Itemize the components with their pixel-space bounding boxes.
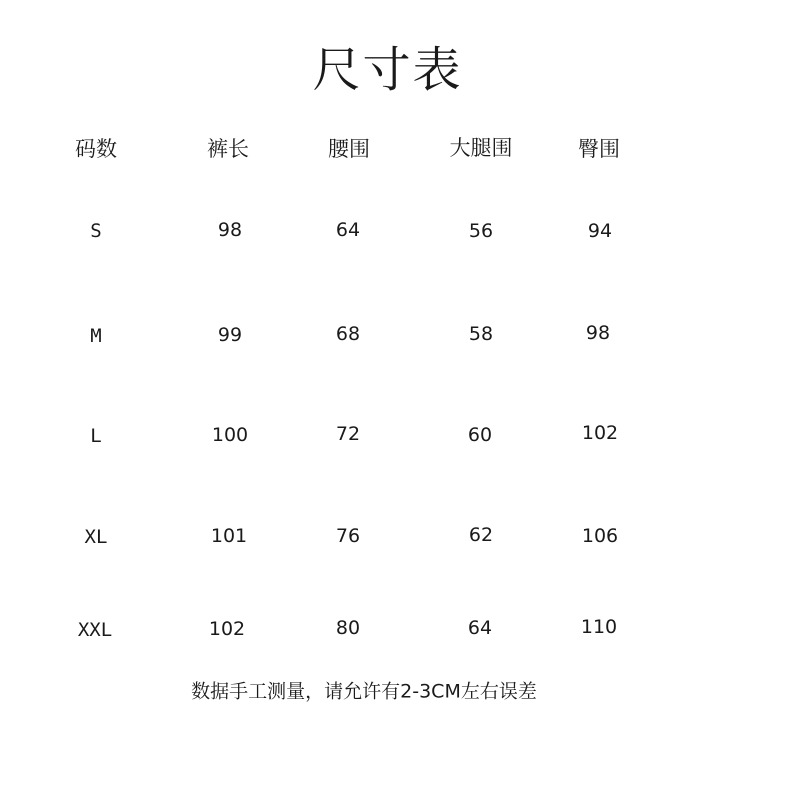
header-waist: 腰围	[328, 137, 370, 161]
size-cell: M	[90, 325, 102, 347]
hip-cell: 102	[581, 422, 619, 444]
waist-cell: 80	[335, 617, 361, 639]
thigh-cell: 58	[468, 323, 494, 345]
waist-cell: 68	[335, 323, 361, 345]
size-cell: XXL	[77, 619, 113, 641]
measurement-note: 数据手工测量，请允许有2-3CM左右误差	[191, 680, 537, 703]
waist-cell: 76	[335, 525, 361, 547]
pants-length-cell: 101	[210, 525, 248, 547]
waist-cell: 64	[335, 219, 361, 241]
size-cell: XL	[84, 526, 108, 548]
hip-cell: 94	[587, 220, 613, 242]
hip-cell: 110	[580, 616, 618, 638]
pants-length-cell: 102	[208, 618, 246, 640]
header-size: 码数	[75, 137, 117, 161]
thigh-cell: 60	[467, 424, 493, 446]
waist-cell: 72	[335, 423, 361, 445]
header-pants-length: 裤长	[207, 137, 249, 161]
hip-cell: 98	[585, 322, 611, 344]
size-cell: L	[90, 425, 102, 447]
header-hip: 臀围	[578, 137, 620, 161]
size-cell: S	[90, 220, 102, 242]
pants-length-cell: 98	[217, 219, 243, 241]
pants-length-cell: 99	[217, 324, 243, 346]
thigh-cell: 56	[468, 220, 494, 242]
header-thigh: 大腿围	[449, 136, 513, 160]
pants-length-cell: 100	[211, 424, 249, 446]
thigh-cell: 64	[467, 617, 493, 639]
page-title: 尺寸表	[312, 42, 463, 98]
thigh-cell: 62	[468, 524, 494, 546]
hip-cell: 106	[581, 525, 619, 547]
